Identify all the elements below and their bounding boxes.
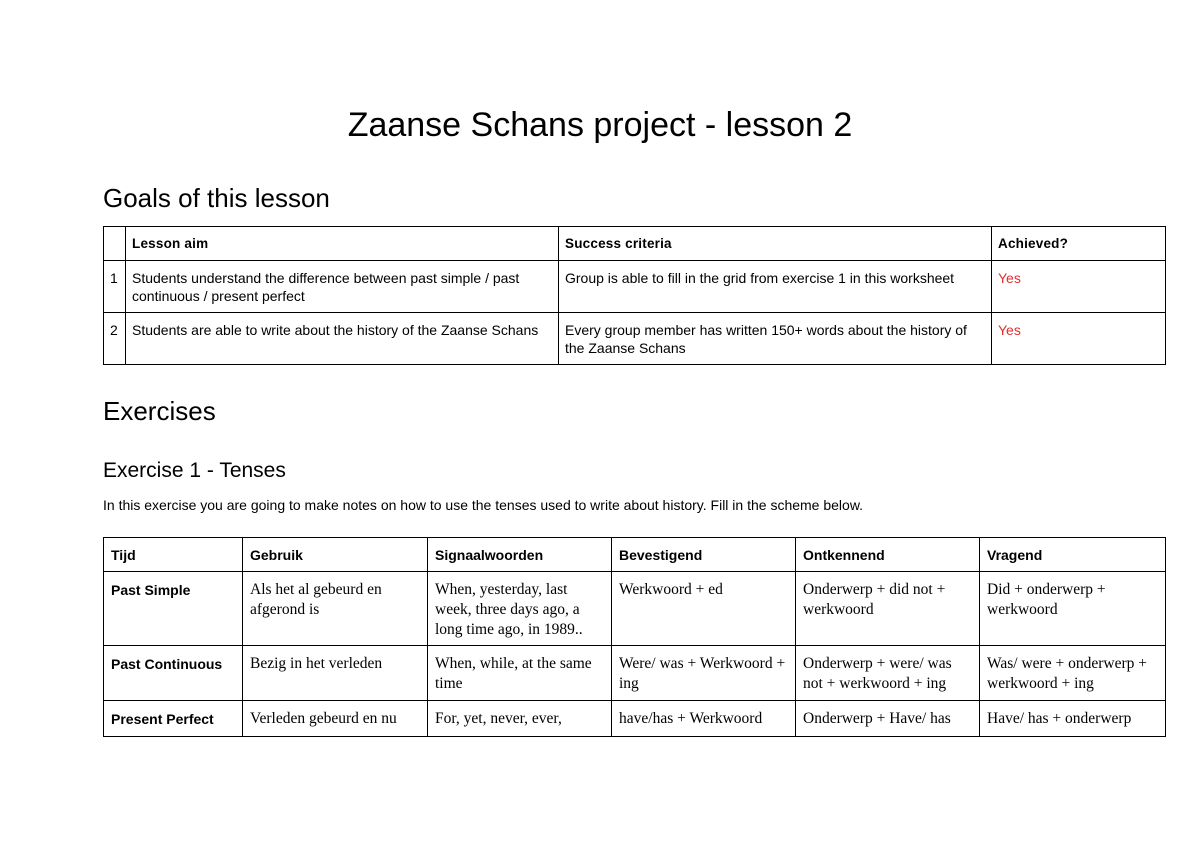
tense-name: Past Simple xyxy=(104,572,243,646)
tense-name: Past Continuous xyxy=(104,646,243,701)
tense-vragend: Did + onderwerp + werkwoord xyxy=(980,572,1166,646)
page-title: Zaanse Schans project - lesson 2 xyxy=(347,106,853,144)
goal-criteria: Every group member has written 150+ words about the history of the Zaanse Schans xyxy=(559,313,992,365)
exercise1-heading: Exercise 1 - Tenses xyxy=(103,459,286,482)
goals-heading: Goals of this lesson xyxy=(103,183,330,213)
goal-aim: Students are able to write about the history of the Zaanse Schans xyxy=(126,313,559,365)
goal-achieved: Yes xyxy=(992,261,1166,313)
goals-header-achieved: Achieved? xyxy=(992,227,1166,261)
table-row xyxy=(104,313,1166,365)
tense-gebruik: Bezig in het verleden xyxy=(243,646,428,701)
tense-bevestigend: Werkwoord + ed xyxy=(612,572,796,646)
tense-bevestigend: Were/ was + Werkwoord + ing xyxy=(612,646,796,701)
goals-header-num xyxy=(104,227,126,261)
tense-ontkennend: Onderwerp + Have/ has xyxy=(796,701,980,737)
tenses-header-signaalwoorden: Signaalwoorden xyxy=(428,538,612,572)
tense-gebruik: Verleden gebeurd en nu xyxy=(243,701,428,737)
tense-gebruik: Als het al gebeurd en afgerond is xyxy=(243,572,428,646)
tenses-header-ontkennend: Ontkennend xyxy=(796,538,980,572)
table-row xyxy=(104,646,1166,701)
tenses-header-row xyxy=(104,538,1166,572)
goal-criteria: Group is able to fill in the grid from exercise 1 in this worksheet xyxy=(559,261,992,313)
goal-achieved: Yes xyxy=(992,313,1166,365)
tense-vragend: Was/ were + onderwerp + werkwoord + ing xyxy=(980,646,1166,701)
tenses-header-vragend: Vragend xyxy=(980,538,1166,572)
tense-signaalwoorden: When, yesterday, last week, three days ago, a long time ago, in 1989.. xyxy=(428,572,612,646)
goals-header-aim: Lesson aim xyxy=(126,227,559,261)
goals-header-criteria: Success criteria xyxy=(559,227,992,261)
tenses-header-bevestigend: Bevestigend xyxy=(612,538,796,572)
exercise1-intro: In this exercise you are going to make notes on how to use the tenses used to write about history. Fill in the scheme below. xyxy=(103,497,864,513)
tenses-header-tijd: Tijd xyxy=(104,538,243,572)
table-row xyxy=(104,572,1166,646)
goal-aim: Students understand the difference between past simple / past continuous / present perfect xyxy=(126,261,559,313)
tense-ontkennend: Onderwerp + were/ was not + werkwoord + ing xyxy=(796,646,980,701)
tense-name: Present Perfect xyxy=(104,701,243,737)
tense-signaalwoorden: When, while, at the same time xyxy=(428,646,612,701)
tense-bevestigend: have/has + Werkwoord xyxy=(612,701,796,737)
goals-header-row xyxy=(104,227,1166,261)
goals-table xyxy=(103,226,1166,365)
goal-number: 1 xyxy=(104,261,126,313)
goal-number: 2 xyxy=(104,313,126,365)
tense-vragend: Have/ has + onderwerp xyxy=(980,701,1166,737)
table-row xyxy=(104,261,1166,313)
exercises-heading: Exercises xyxy=(103,396,216,426)
tenses-table xyxy=(103,537,1166,737)
table-row xyxy=(104,701,1166,737)
tenses-header-gebruik: Gebruik xyxy=(243,538,428,572)
tense-signaalwoorden: For, yet, never, ever, xyxy=(428,701,612,737)
tense-ontkennend: Onderwerp + did not + werkwoord xyxy=(796,572,980,646)
